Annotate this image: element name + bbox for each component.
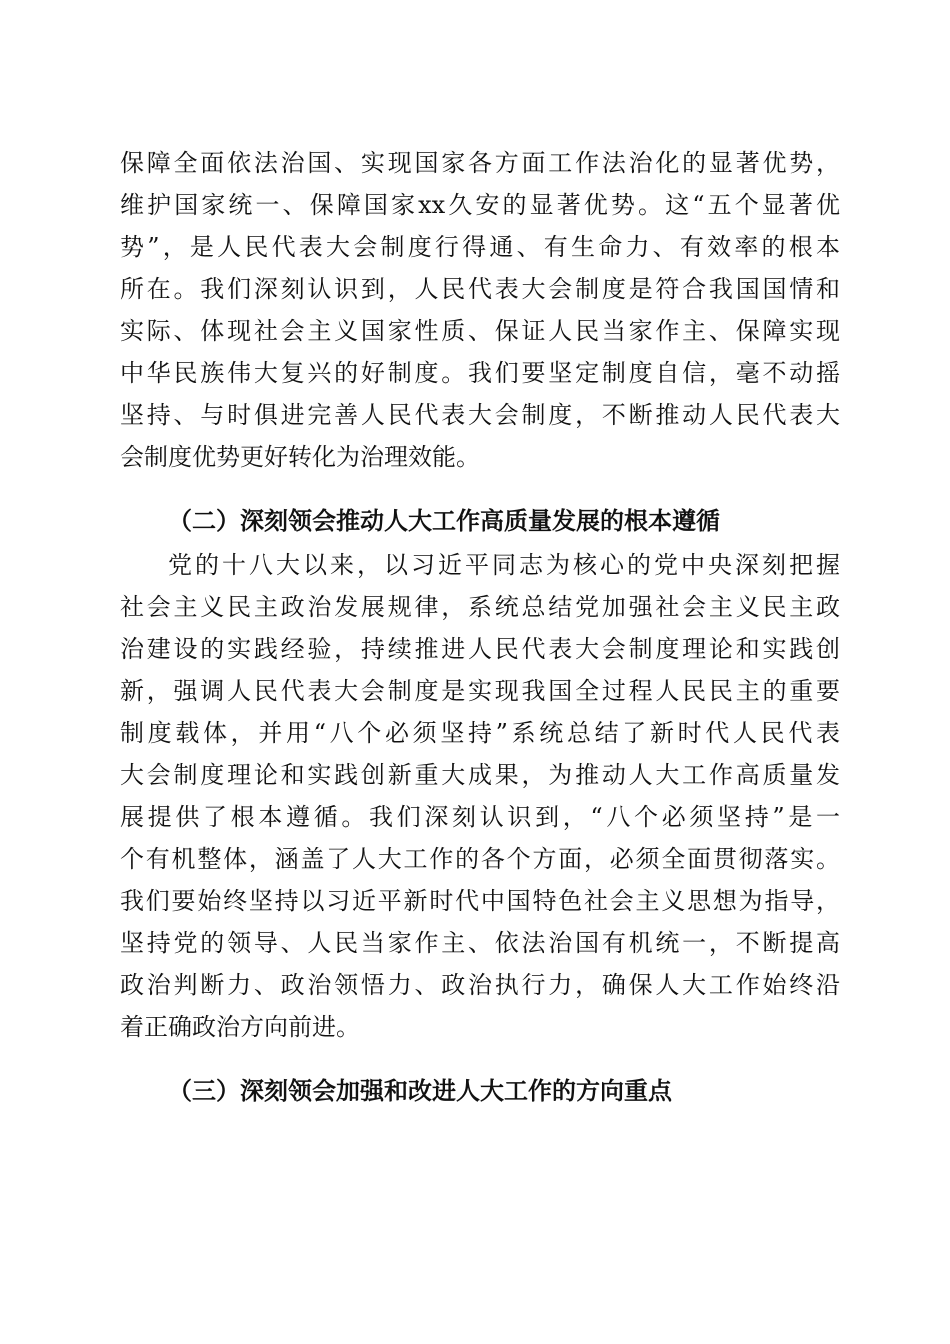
section-heading-3: （三）深刻领会加强和改进人大工作的方向重点 — [168, 1076, 672, 1105]
paragraph-line: 社会主义民主政治发展规律，系统总结党加强社会主义民主政 — [120, 593, 840, 621]
paragraph-line: 坚持、与时俱进完善人民代表大会制度，不断推动人民代表大 — [120, 401, 840, 429]
paragraph-line: 个有机整体，涵盖了人大工作的各个方面，必须全面贯彻落实。 — [120, 845, 840, 873]
paragraph-line: 我们要始终坚持以习近平新时代中国特色社会主义思想为指导， — [120, 887, 840, 915]
paragraph-line: 制度载体，并用“八个必须坚持”系统总结了新时代人民代表 — [120, 719, 840, 747]
paragraph-line: 大会制度理论和实践创新重大成果，为推动人大工作高质量发 — [120, 761, 840, 789]
paragraph-line: 新，强调人民代表大会制度是实现我国全过程人民民主的重要 — [120, 677, 840, 705]
paragraph-line: 着正确政治方向前进。 — [120, 1013, 360, 1041]
paragraph-line: 治建设的实践经验，持续推进人民代表大会制度理论和实践创 — [120, 635, 840, 663]
paragraph-line: 会制度优势更好转化为治理效能。 — [120, 443, 480, 471]
section-heading-2: （二）深刻领会推动人大工作高质量发展的根本遵循 — [168, 506, 720, 535]
paragraph-line: 坚持党的领导、人民当家作主、依法治国有机统一，不断提高 — [120, 929, 840, 957]
paragraph-line: 党的十八大以来，以习近平同志为核心的党中央深刻把握 — [168, 551, 840, 579]
paragraph-line: 政治判断力、政治领悟力、政治执行力，确保人大工作始终沿 — [120, 971, 840, 999]
paragraph-line: 展提供了根本遵循。我们深刻认识到，“八个必须坚持”是一 — [120, 803, 840, 831]
paragraph-line: 维护国家统一、保障国家xx久安的显著优势。这“五个显著优 — [120, 191, 840, 219]
paragraph-line: 所在。我们深刻认识到，人民代表大会制度是符合我国国情和 — [120, 275, 840, 303]
paragraph-line: 中华民族伟大复兴的好制度。我们要坚定制度自信，毫不动摇 — [120, 359, 840, 387]
paragraph-line: 实际、体现社会主义国家性质、保证人民当家作主、保障实现 — [120, 317, 840, 345]
paragraph-line: 势”，是人民代表大会制度行得通、有生命力、有效率的根本 — [120, 233, 840, 261]
paragraph-line: 保障全面依法治国、实现国家各方面工作法治化的显著优势， — [120, 149, 840, 177]
